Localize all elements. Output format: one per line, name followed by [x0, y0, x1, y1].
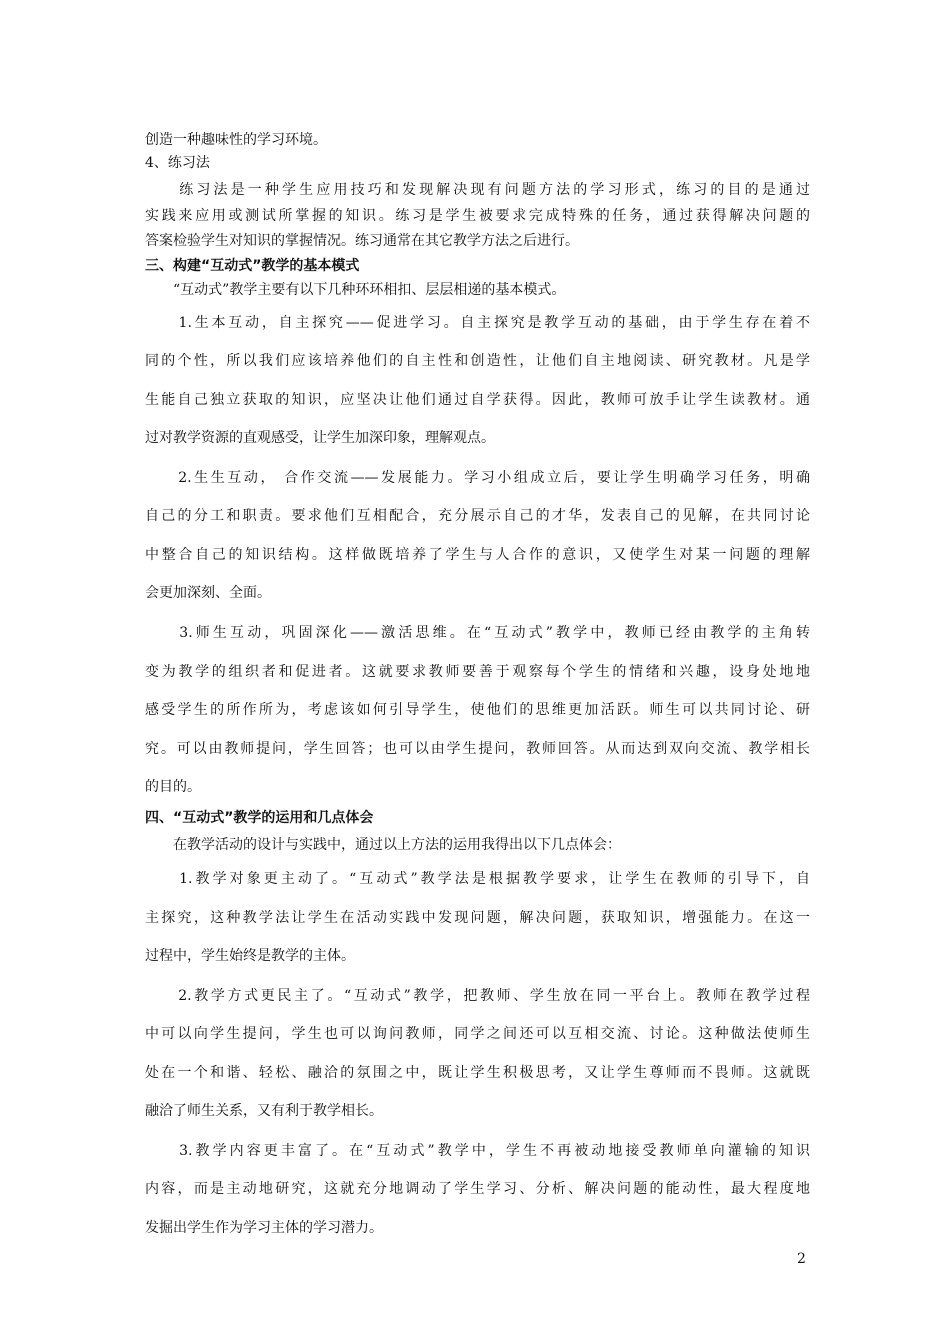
paragraph-line: 中整合自己的知识结构。这样做既培养了学生与人合作的意识，又使学生对某一问题的理解: [145, 547, 810, 563]
paragraph-line: 练习法是一种学生应用技巧和发现解决现有问题方法的学习形式，练习的目的是通过: [145, 182, 810, 198]
paragraph-line: 实践来应用或测试所掌握的知识。练习是学生被要求完成特殊的任务，通过获得解决问题的: [145, 208, 810, 224]
paragraph-line: 处在一个和谐、轻松、融洽的氛围之中，既让学生积极思考，又让学生尊师而不畏师。这就既: [145, 1065, 810, 1081]
paragraph-line: 变为教学的组织者和促进者。这就要求教师要善于观察每个学生的情绪和兴趣，设身处地地: [145, 664, 810, 680]
paragraph-line: 究。可以由教师提问，学生回答；也可以由学生提问，教师回答。从而达到双向交流、教学相长: [145, 741, 810, 757]
paragraph-line: 2.生生互动， 合作交流——发展能力。学习小组成立后，要让学生明确学习任务，明确: [145, 470, 810, 486]
paragraph-line: 主探究，这种教学法让学生在活动实践中发现问题，解决问题，获取知识，增强能力。在这一: [145, 910, 810, 926]
paragraph-line: 的目的。: [145, 779, 201, 795]
paragraph-line: 自己的分工和职责。要求他们互相配合，充分展示自己的才华，发表自己的见解，在共同讨论: [145, 508, 810, 524]
paragraph-line: 答案检验学生对知识的掌握情况。练习通常在其它教学方法之后进行。: [145, 233, 579, 249]
paragraph-line: 发掘出学生作为学习主体的学习潜力。: [145, 1220, 383, 1236]
paragraph-line: 融洽了师生关系，又有利于教学相长。: [145, 1103, 383, 1119]
paragraph-line: 感受学生的所作所为，考虑该如何引导学生，使他们的思维更加活跃。师生可以共同讨论、研: [145, 702, 810, 718]
paragraph-line: 创造一种趣味性的学习环境。: [145, 132, 327, 148]
paragraph-line: 生能自己独立获取的知识，应坚决让他们通过自学获得。因此，教师可放手让学生读教材。通: [145, 392, 810, 408]
paragraph-line: 会更加深刻、全面。: [145, 585, 271, 601]
page-number: 2: [797, 1251, 806, 1267]
section-heading: 三、构建“互动式”教学的基本模式: [145, 258, 360, 274]
paragraph-line: 2.教学方式更民主了。“互动式”教学，把教师、学生放在同一平台上。教师在教学过程: [145, 988, 810, 1004]
paragraph-line: 在教学活动的设计与实践中，通过以上方法的运用我得出以下几点体会：: [145, 837, 621, 853]
paragraph-line: 1.教学对象更主动了。“互动式”教学法是根据教学要求，让学生在教师的引导下，自: [145, 871, 810, 887]
paragraph-line: 过对教学资源的直观感受，让学生加深印象，理解观点。: [145, 430, 495, 446]
paragraph-line: 3.教学内容更丰富了。在“互动式”教学中，学生不再被动地接受教师单向灌输的知识: [145, 1143, 810, 1159]
paragraph-line: 内容，而是主动地研究，这就充分地调动了学生学习、分析、解决问题的能动性，最大程度地: [145, 1181, 810, 1197]
paragraph-line: 1.生本互动，自主探究——促进学习。自主探究是教学互动的基础，由于学生存在着不: [145, 315, 810, 331]
paragraph-line: 过程中，学生始终是教学的主体。: [145, 948, 355, 964]
paragraph-line: 中可以向学生提问，学生也可以询问教师，同学之间还可以互相交流、讨论。这种做法使师生: [145, 1026, 810, 1042]
section-subheading: 4、练习法: [145, 155, 210, 171]
paragraph-line: 3.师生互动，巩固深化——激活思维。在“互动式”教学中，教师已经由教学的主角转: [145, 625, 810, 641]
paragraph-line: 同的个性，所以我们应该培养他们的自主性和创造性，让他们自主地阅读、研究教材。凡是学: [145, 353, 810, 369]
section-heading: 四、“互动式”教学的运用和几点体会: [145, 810, 374, 826]
paragraph-line: “互动式”教学主要有以下几种环环相扣、层层相递的基本模式。: [145, 282, 566, 298]
